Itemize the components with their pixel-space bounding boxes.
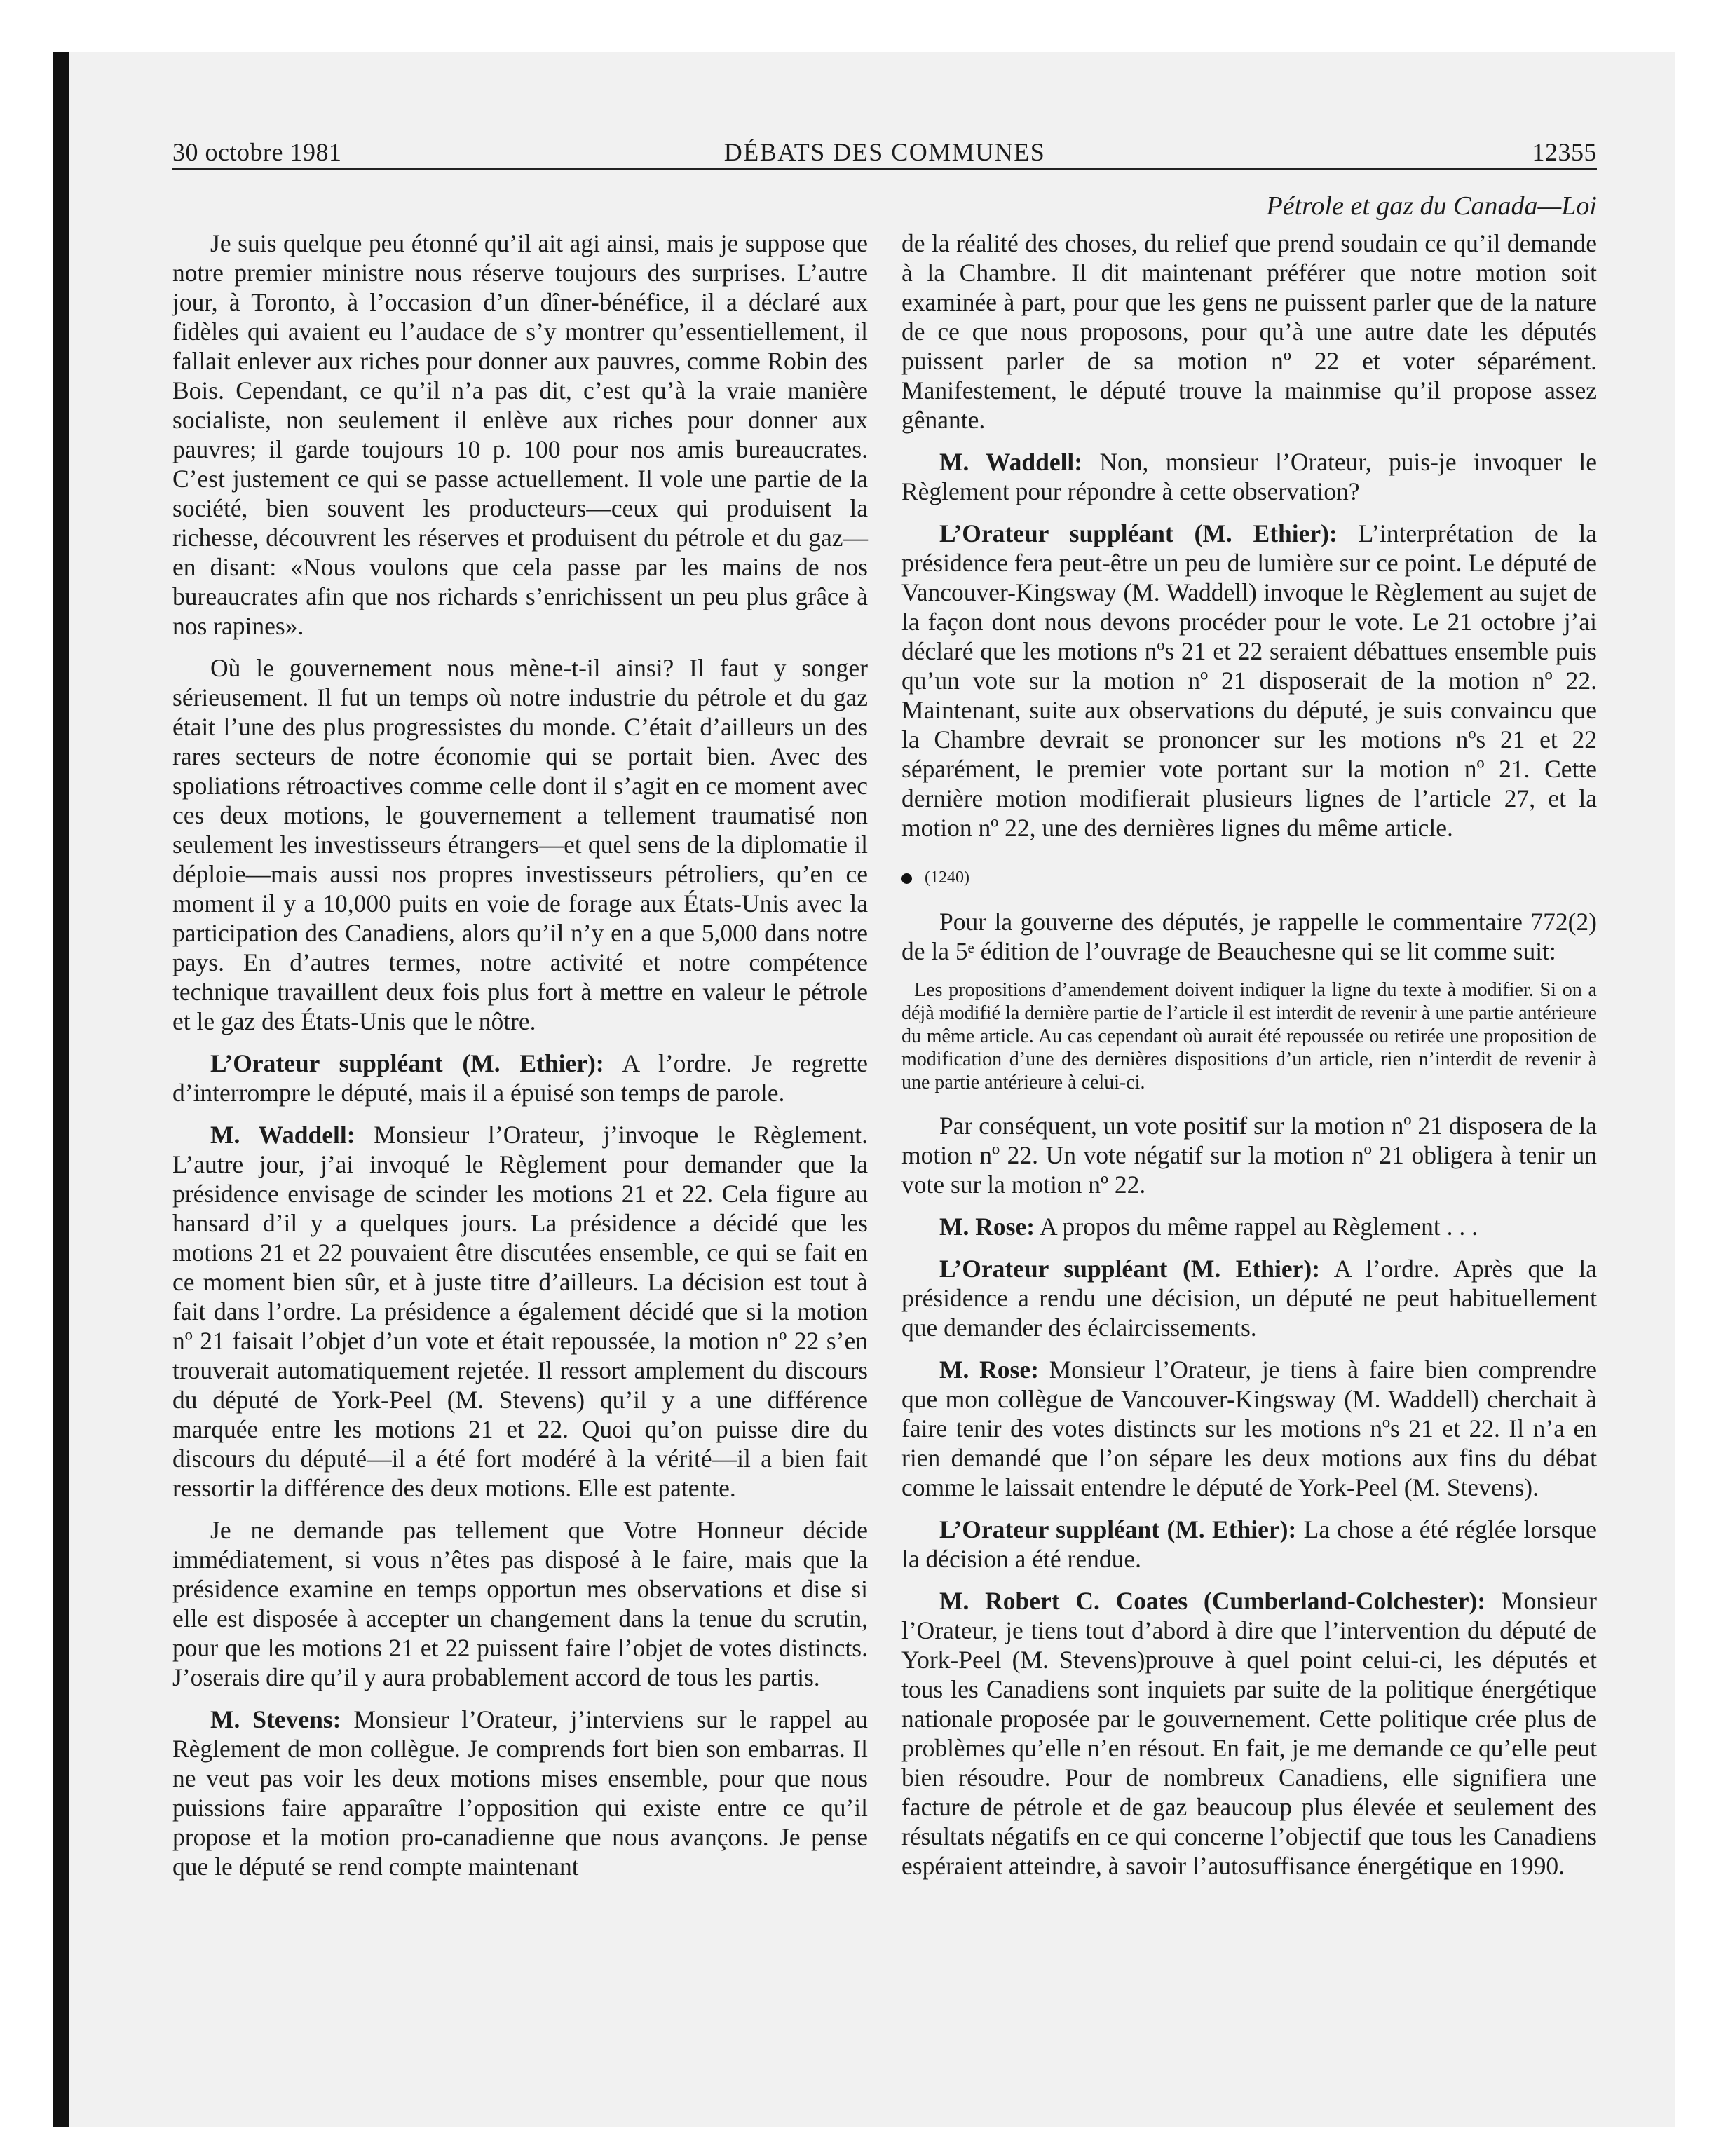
speaker-name: M. Rose: [939, 1356, 1039, 1384]
bullet-icon [901, 873, 912, 884]
paragraph [901, 519, 1597, 842]
speaker-name: M. Robert C. Coates (Cumberland-Colchester): [939, 1587, 1486, 1615]
paragraph: Je suis quelque peu étonné qu’il ait agi ainsi, mais je suppose que notre premier ministre nous réserve toujours des surprises. L’autre jour, à Toronto, à l’occasion d’un dîner-bénéfice, il a déclaré aux fidèles qui avaient eu l’audace de s’y montrer qu’essentiellement, il fallait enlever aux riches pour donner aux pauvres, comme Robin des Bois. Cependant, ce qu’il n’a pas dit, c’est qu’à la vraie manière socialiste, non seulement il enlève aux riches pour donner aux pauvres; il garde toujours 10 p. 100 pour nos amis bureaucrates. C’est justement ce qui se passe actuellement. Il vole une partie de la société, bien souvent les producteurs—ceux qui produisent la richesse, découvrent les réserves et produisent du pétrole et du gaz—en disant: «Nous voulons que cela passe par les mains de nos bureaucrates afin que nos richards s’enrichissent un peu plus grâce à nos rapines». [172, 229, 868, 640]
header-title: DÉBATS DES COMMUNES [723, 138, 1046, 166]
speech-text: Monsieur l’Orateur, j’invoque le Règlement. L’autre jour, j’ai invoqué le Règlement pour demander que la présidence envisage de scinder les motions 21 et 22. Cela figure au hansard d’il y a quelques jours. La présidence a décidé que les motions 21 et 22 pouvaient être discutées ensemble, ce qui se fait en ce moment bien sûr, et à juste titre d’ailleurs. La décision est tout à fait dans l’ordre. La présidence a également décidé que si la motion nº 21 faisait l’objet d’un vote et était repoussée, la motion nº 22 s’en trouverait automatiquement rejetée. Il ressort amplement du discours du député de York-Peel (M. Stevens) qu’il y a une différence marquée entre les motions 21 et 22. Quoi qu’on puisse dire du discours du député—il a été fort modéré à la vérité—il a bien fait ressortir la différence des deux motions. Elle est patente. [172, 1121, 868, 1502]
speaker-name: M. Waddell: [939, 448, 1083, 476]
speaker-name: L’Orateur suppléant (M. Ethier): [939, 519, 1338, 547]
header-rule [172, 168, 1597, 170]
speaker-name: M. Waddell: [210, 1121, 355, 1149]
speech-text: Monsieur l’Orateur, je tiens à faire bien comprendre que mon collègue de Vancouver-Kingsway (M. Waddell) cherchait à faire tenir des votes distincts sur les motions nºs 21 et 22. Il n’a en rien demandé que l’on sépare les deux motions aux fins du débat comme le laissait entendre le député de York-Peel (M. Stevens). [901, 1356, 1597, 1501]
left-column [172, 228, 868, 1894]
timestamp-marker [901, 864, 1597, 892]
speech-text: L’interprétation de la présidence fera peut-être un peu de lumière sur ce point. Le député de Vancouver-Kingsway (M. Waddell) invoque le Règlement au sujet de la façon dont nous devons procéder pour le vote. Le 21 octobre j’ai déclaré que les motions nºs 21 et 22 seraient débattues ensemble puis qu’un vote sur la motion nº 21 disposerait de la motion nº 22. Maintenant, suite aux observations du député, je suis convaincu que la Chambre devrait se prononcer sur les motions nºs 21 et 22 séparément, le premier vote portant sur la motion nº 21. Cette dernière motion modifierait plusieurs lignes de l’article 27, et la motion nº 22, une des dernières lignes du même article. [901, 519, 1598, 842]
timestamp: (1240) [925, 868, 969, 887]
paragraph: Par conséquent, un vote positif sur la motion nº 21 disposera de la motion nº 22. Un vote négatif sur la motion nº 21 obligera à tenir un vote sur la motion nº 22. [901, 1112, 1597, 1199]
paragraph [901, 1586, 1597, 1881]
speech-text: La chose a été réglée lorsque la décision a été rendue. [901, 1515, 1597, 1573]
paragraph [172, 1705, 868, 1881]
speaker-name: M. Rose: [939, 1213, 1035, 1241]
paragraph: Pour la gouverne des députés, je rappelle le commentaire 772(2) de la 5ᵉ édition de l’ouvrage de Beauchesne qui se lit comme suit: [901, 908, 1597, 965]
speaker-name: L’Orateur suppléant (M. Ethier): [210, 1049, 604, 1077]
paragraph [901, 1515, 1597, 1574]
speech-text: A l’ordre. Je regrette d’interrompre le député, mais il a épuisé son temps de parole. [172, 1049, 869, 1107]
speech-text: Non, monsieur l’Orateur, puis-je invoquer le Règlement pour répondre à cette observation? [901, 448, 1598, 505]
speech-text: A propos du même rappel au Règlement . . . [1035, 1213, 1478, 1241]
paragraph [901, 1355, 1597, 1502]
right-column [901, 228, 1597, 1893]
header-page-number: 12355 [1532, 138, 1597, 166]
paragraph [172, 1120, 868, 1503]
scan-edge-shadow [53, 52, 69, 2127]
paragraph [901, 1212, 1597, 1241]
speech-text: A l’ordre. Après que la présidence a rendu une décision, un député ne peut habituellement que demander des éclaircissements. [901, 1255, 1597, 1342]
paragraph: de la réalité des choses, du relief que prend soudain ce qu’il demande à la Chambre. Il dit maintenant préférer que notre motion soit examinée à part, pour que les gens ne puissent parler que de la nature de ce que nous proposons, pour qu’à une autre date les députés puissent parler de sa motion nº 22 et voter séparément. Manifestement, le député trouve la mainmise qu’il propose assez gênante. [901, 229, 1597, 434]
paragraph [172, 1049, 868, 1107]
running-head: Pétrole et gaz du Canada—Loi [1266, 191, 1597, 221]
paragraph: Où le gouvernement nous mène-t-il ainsi? Il faut y songer sérieusement. Il fut un temps où notre industrie du pétrole et du gaz était l’une des plus progressistes du monde. C’était d’ailleurs un des rares secteurs de notre économie qui se portait bien. Avec des spoliations rétroactives comme celle dont il s’agit en ce moment avec ces deux motions, le gouvernement a tellement traumatisé non seulement les investisseurs étrangers—et quel sens de la diplomatie il déploie—mais aussi nos propres investisseurs pétroliers, qu’en ce moment il y a 10,000 puits en voie de forage aux États-Unis avec la participation des Canadiens, alors qu’il n’y en a que 5,000 dans notre pays. En d’autres termes, notre activité et notre compétence technique travaillent deux fois plus fort à mettre en valeur le pétrole et le gaz des États-Unis que le nôtre. [172, 654, 868, 1035]
paragraph [901, 447, 1597, 506]
page-header [172, 137, 1597, 170]
speaker-name: L’Orateur suppléant (M. Ethier): [939, 1255, 1321, 1283]
block-quote: Les propositions d’amendement doivent indiquer la ligne du texte à modifier. Si on a déjà modifié la dernière partie de l’article il est interdit de revenir à une partie antérieure du même article. Au cas cependant où aurait été repoussée ou retirée une proposition de modification d’une des dernières dispositions d’un article, rien n’interdit de revenir à une partie antérieure à celui-ci. [901, 979, 1597, 1093]
header-date: 30 octobre 1981 [172, 138, 342, 166]
speaker-name: L’Orateur suppléant (M. Ethier): [939, 1515, 1297, 1543]
speech-text: Monsieur l’Orateur, je tiens tout d’abord à dire que l’intervention du député de York-Peel (M. Stevens)prouve à quel point celui-ci, les députés et tous les Canadiens sont inquiets par suite de la politique énergétique nationale proposée par le gouvernement. Cette politique crée plus de problèmes qu’elle n’en résout. En fait, je me demande ce qu’elle peut bien résoudre. Pour de nombreux Canadiens, elle signifiera une facture de pétrole et de gaz beaucoup plus élevée et seulement des résultats négatifs en ce qui concerne l’objectif que tous les Canadiens espéraient atteindre, à savoir l’autosuffisance énergétique en 1990. [901, 1587, 1597, 1880]
speaker-name: M. Stevens: [210, 1705, 341, 1733]
paragraph [901, 1254, 1597, 1342]
paragraph: Je ne demande pas tellement que Votre Honneur décide immédiatement, si vous n’êtes pas disposé à le faire, mais que la présidence examine en temps opportun mes observations et dise si elle est disposée à accepter un changement dans la tenue du scrutin, pour que les motions 21 et 22 puissent faire l’objet de votes distincts. J’oserais dire qu’il y aura probablement accord de tous les partis. [172, 1516, 868, 1691]
speech-text: Monsieur l’Orateur, j’interviens sur le rappel au Règlement de mon collègue. Je comprends fort bien son embarras. Il ne veut pas voir les deux motions mises ensemble, pour que nous puissions faire apparaître l’opposition qui existe entre ce qu’il propose et la motion pro-canadienne que nous avançons. Je pense que le député se rend compte maintenant [172, 1705, 868, 1881]
